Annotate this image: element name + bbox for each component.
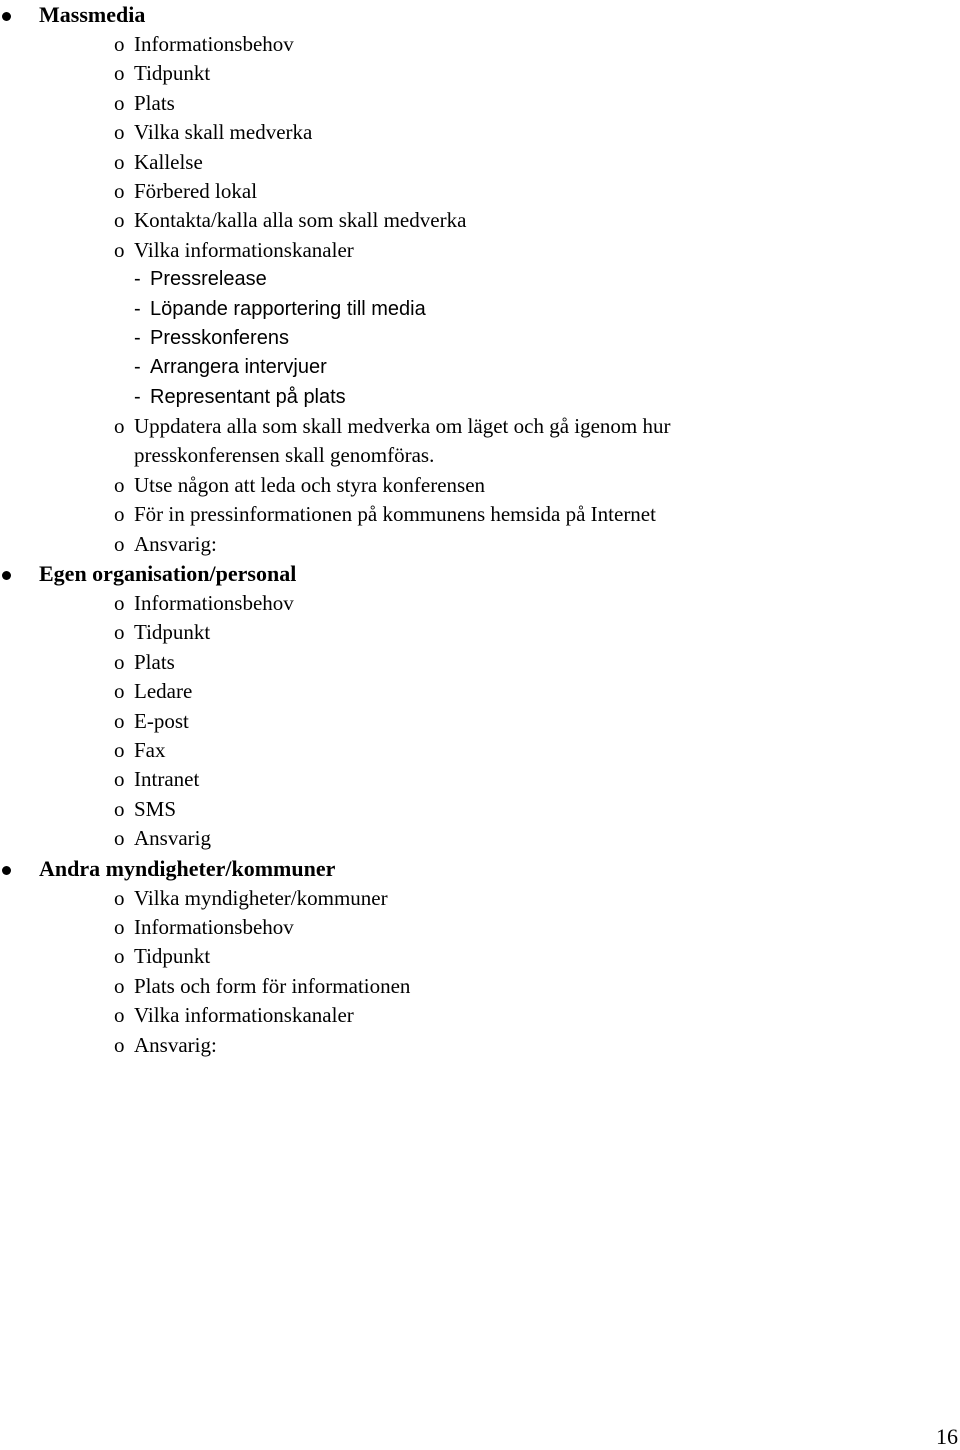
list-marker: o: [114, 1032, 125, 1057]
section-heading-line: [0, 559, 960, 589]
list-item-text: Plats och form för informationen: [134, 973, 411, 998]
list-item-text: Ansvarig:: [134, 1032, 217, 1057]
list-marker: o: [114, 414, 125, 439]
list-item: [0, 530, 960, 559]
list-marker: o: [114, 208, 125, 233]
list-item-text: Informationsbehov: [134, 32, 294, 56]
list-item: [0, 795, 960, 824]
section-heading-line: [0, 854, 960, 884]
list-marker: o: [114, 708, 125, 733]
list-item-text: Kontakta/kalla alla som skall medverka: [134, 208, 467, 233]
list-marker: o: [114, 149, 125, 174]
list-marker: o: [114, 90, 125, 115]
sub-list-item-text: Presskonferens: [150, 326, 289, 349]
list-marker: o: [114, 973, 125, 998]
list-item: [0, 177, 960, 206]
list-item: [0, 118, 960, 147]
dash-marker: -: [134, 385, 141, 408]
list-item-text: Kallelse: [134, 149, 203, 174]
sub-list-item: [0, 324, 960, 353]
list-item: [0, 736, 960, 765]
list-item-text: Vilka informationskanaler: [134, 237, 354, 262]
bullet-icon: [2, 12, 11, 21]
list-marker: o: [114, 944, 125, 969]
bullet-icon: [2, 866, 11, 875]
list-item: [0, 618, 960, 647]
list-marker: o: [114, 591, 125, 616]
list-marker: o: [114, 620, 125, 645]
list-marker: o: [114, 61, 125, 86]
list-marker: o: [114, 649, 125, 674]
list-item-text: För in pressinformationen på kommunens hemsida på Internet: [134, 502, 656, 527]
list-item: [0, 59, 960, 88]
list-item-text: Uppdatera alla som skall medverka om läget och gå igenom hur: [134, 414, 671, 439]
list-item: [0, 765, 960, 794]
list-marker: o: [114, 767, 125, 792]
sub-list-item: [0, 295, 960, 324]
list-item-text: Ansvarig:: [134, 531, 217, 556]
list-item-text: Utse någon att leda och styra konferensen: [134, 472, 486, 497]
list-item: [0, 972, 960, 1001]
page-number: 16: [936, 1424, 958, 1449]
list-item-text: Vilka myndigheter/kommuner: [134, 885, 388, 910]
list-item: [0, 884, 960, 913]
list-marker: o: [114, 679, 125, 704]
list-item-text: SMS: [134, 796, 177, 821]
list-item: [0, 500, 960, 529]
list-item-text: E-post: [134, 708, 189, 733]
list-item: [0, 913, 960, 942]
section-heading: Egen organisation/personal: [39, 561, 297, 587]
dash-marker: -: [134, 268, 141, 291]
list-item: [0, 236, 960, 265]
list-item-text: Vilka skall medverka: [134, 120, 313, 145]
list-marker: o: [114, 502, 125, 527]
section-heading-line: [0, 0, 960, 30]
list-item-text: Ansvarig: [134, 826, 211, 851]
list-item-continuation: [0, 441, 960, 470]
list-item: [0, 471, 960, 500]
list-item: [0, 942, 960, 971]
list-item-text: Informationsbehov: [134, 914, 294, 939]
list-marker: o: [114, 826, 125, 851]
list-item: [0, 206, 960, 235]
list-item: [0, 89, 960, 118]
list-item: [0, 648, 960, 677]
list-item-continuation-text: presskonferensen skall genomföras.: [134, 443, 435, 468]
sub-list-item: [0, 383, 960, 412]
list-item-text: Informationsbehov: [134, 591, 294, 616]
list-item-text: Plats: [134, 90, 175, 115]
list-marker: o: [114, 32, 125, 56]
list-item-text: Tidpunkt: [134, 61, 211, 86]
list-item-text: Fax: [134, 737, 166, 762]
list-item: [0, 412, 960, 441]
sub-list-item-text: Löpande rapportering till media: [150, 297, 426, 320]
sub-list-item-text: Arrangera intervjuer: [150, 356, 327, 379]
list-item: [0, 1001, 960, 1030]
list-item: [0, 707, 960, 736]
list-item-text: Tidpunkt: [134, 620, 211, 645]
list-marker: o: [114, 531, 125, 556]
list-item: [0, 148, 960, 177]
section-egen-organisation: [0, 559, 960, 854]
dash-marker: -: [134, 326, 141, 349]
list-marker: o: [114, 737, 125, 762]
list-marker: o: [114, 885, 125, 910]
list-marker: o: [114, 472, 125, 497]
dash-marker: -: [134, 297, 141, 320]
list-item-text: Plats: [134, 649, 175, 674]
sub-list-item-text: Representant på plats: [150, 385, 346, 408]
list-item: [0, 1031, 960, 1060]
list-item: [0, 824, 960, 853]
list-marker: o: [114, 178, 125, 203]
list-item-text: Vilka informationskanaler: [134, 1003, 354, 1028]
sub-list-item-text: Pressrelease: [150, 268, 267, 291]
list-item-text: Intranet: [134, 767, 200, 792]
sub-list-item: [0, 265, 960, 294]
list-item-text: Tidpunkt: [134, 944, 211, 969]
sub-list-item: [0, 353, 960, 382]
list-item: [0, 30, 960, 59]
list-item: [0, 677, 960, 706]
section-heading: Andra myndigheter/kommuner: [39, 855, 336, 881]
list-marker: o: [114, 914, 125, 939]
list-marker: o: [114, 237, 125, 262]
list-item-text: Ledare: [134, 679, 193, 704]
list-marker: o: [114, 796, 125, 821]
section-heading: Massmedia: [39, 2, 146, 27]
list-item: [0, 589, 960, 618]
list-marker: o: [114, 120, 125, 145]
bullet-icon: [2, 571, 11, 580]
list-item-text: Förbered lokal: [134, 178, 258, 203]
dash-marker: -: [134, 356, 141, 379]
section-massmedia: [0, 0, 960, 559]
section-andra-myndigheter: [0, 854, 960, 1060]
list-marker: o: [114, 1003, 125, 1028]
